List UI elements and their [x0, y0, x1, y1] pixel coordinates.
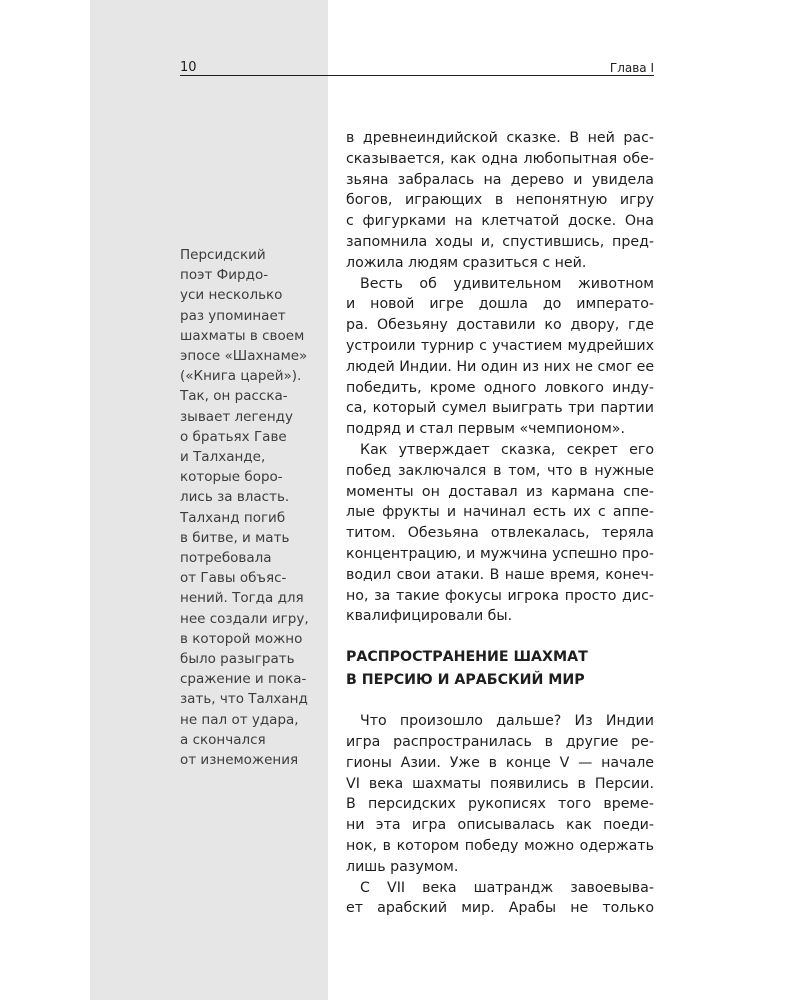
chapter-title: Глава I [609, 61, 654, 75]
text-line: богов, играющих в непонятную игру [346, 192, 654, 209]
note-line: уси несколько [180, 287, 283, 304]
text-line: и новой игре дошла до императо- [346, 296, 654, 313]
note-line: Персидский [180, 247, 266, 263]
text-line: Как утверждает сказка, секрет его [360, 441, 654, 458]
note-line: в которой можно [180, 630, 303, 647]
paragraph-4 [346, 711, 654, 877]
note-line: («Книга царей»). [180, 368, 302, 385]
text-line: с фигурками на клетчатой доске. Она [346, 213, 654, 230]
text-line: игра распространилась в другие ре- [346, 733, 654, 750]
section-heading-line: РАСПРОСТРАНЕНИЕ ШАХМАТ [346, 649, 588, 666]
text-line: Что произошло дальше? Из Индии [360, 713, 654, 730]
text-line: побед заключался в том, что в нужные [346, 462, 654, 479]
text-line: запомнила ходы и, спустившись, пред- [346, 233, 654, 250]
note-line: лись за власть. [180, 489, 290, 506]
note-line: от изнеможения [180, 752, 299, 769]
text-line: титом. Обезьяна отвлекалась, теряла [346, 525, 654, 542]
note-line: зать, что Талханд [180, 691, 308, 708]
note-line: которые боро- [180, 469, 283, 486]
text-line: ни эта игра описывалась как поеди- [346, 817, 654, 834]
text-line: В персидских рукописях того време- [346, 796, 654, 813]
text-line: водил свои атаки. В наше время, конеч- [346, 566, 654, 583]
note-line: эпосе «Шахнаме» [180, 348, 308, 365]
text-line: нок, в котором победу можно одержать [346, 837, 654, 854]
text-line: С VII века шатрандж завоевыва- [360, 879, 654, 896]
text-line: концентрацию, и мужчина успешно про- [346, 545, 654, 562]
note-line: в битве, и мать [180, 529, 290, 546]
page-number: 10 [180, 60, 197, 75]
section-heading [346, 646, 654, 692]
paragraph-5 [346, 878, 654, 920]
text-line: ложила людям сразиться с ней. [346, 254, 587, 271]
note-line: нений. Тогда для [180, 590, 304, 607]
note-line: Так, он расска- [180, 388, 288, 405]
paragraph-2 [346, 274, 654, 440]
note-line: сражение и пока- [180, 671, 307, 688]
running-header [180, 60, 654, 76]
text-line: победить, кроме одного ловкого инду- [346, 379, 654, 396]
note-line: шахматы в своем [180, 327, 305, 344]
text-line: гионы Азии. Уже в конце V — начале [346, 754, 654, 771]
text-line: сказывается, как одна любопытная обе- [346, 150, 654, 167]
note-line: Талханд погиб [180, 509, 286, 526]
text-line: лишь разумом. [346, 858, 459, 875]
note-line: о братьях Гаве [180, 428, 287, 445]
note-line: было разыграть [180, 651, 295, 668]
header-rule [180, 75, 654, 76]
text-line: устроили турнир с участием мудрейших [346, 337, 654, 354]
text-line: людей Индии. Ни один из них не смог ее [346, 358, 655, 375]
note-line: а скончался [180, 731, 266, 748]
paragraph-1 [346, 128, 654, 274]
text-line: ра. Обезьяну доставили ко двору, где [346, 317, 654, 334]
text-line: лые фрукты и начинал есть их с аппе- [346, 504, 654, 521]
note-line: зывает легенду [180, 408, 294, 425]
note-line: раз упоминает [180, 307, 286, 324]
note-line: от Гавы объяс- [180, 570, 287, 587]
text-line: ет арабский мир. Арабы не только [346, 900, 654, 917]
note-line: нее создали игру, [180, 610, 309, 627]
paragraph-3 [346, 440, 654, 627]
text-line: моменты он доставал из кармана спе- [346, 483, 654, 500]
text-line: квалифицировали бы. [346, 608, 513, 625]
text-line: Весть об удивительном животном [360, 275, 654, 292]
sidebar-note [180, 245, 320, 770]
text-line: зьяна забралась на дерево и увидела [346, 171, 654, 188]
note-line: поэт Фирдо- [180, 267, 269, 284]
note-line: и Талханде, [180, 449, 266, 466]
text-line: в древнеиндийской сказке. В ней рас- [346, 130, 654, 146]
note-line: потребовала [180, 550, 272, 567]
section-heading-line: В ПЕРСИЮ И АРАБСКИЙ МИР [346, 672, 585, 689]
text-line: но, за такие фокусы игрока просто дис- [346, 587, 654, 604]
text-line: подряд и стал первым «чемпионом». [346, 421, 625, 438]
text-line: VI века шахматы появились в Персии. [346, 775, 654, 792]
text-line: са, который сумел выиграть три партии [346, 400, 654, 417]
note-line: не пал от удара, [180, 711, 299, 728]
main-text [346, 128, 654, 919]
